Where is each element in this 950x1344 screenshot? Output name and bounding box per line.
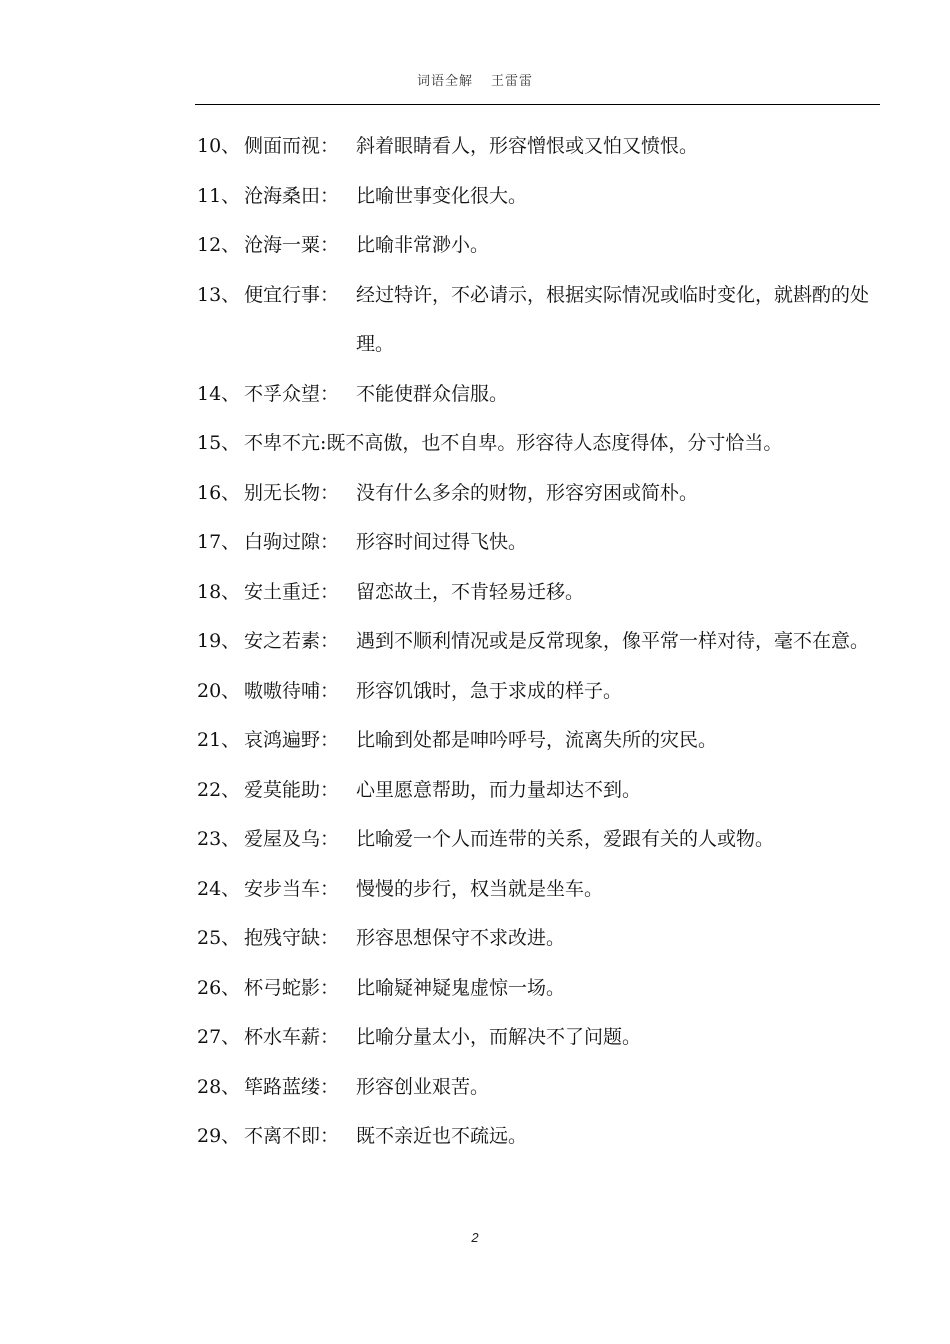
entry-definition: 比喻爱一个人而连带的关系，爱跟有关的人或物。 <box>356 828 775 850</box>
entry-definition: 斜着眼睛看人，形容憎恨或又怕又愤恨。 <box>356 135 699 157</box>
entry-term: 白驹过隙： <box>244 531 340 553</box>
entry-number: 28、 <box>197 1075 241 1098</box>
entry-item <box>197 568 887 618</box>
entry-number: 11、 <box>197 184 241 207</box>
entry-item <box>197 914 887 964</box>
entry-number: 12、 <box>197 234 241 256</box>
entry-item <box>197 419 887 469</box>
entry-item <box>197 964 887 1014</box>
entry-term: 安土重迁： <box>244 580 340 603</box>
entry-item <box>197 716 887 766</box>
entry-number: 26、 <box>197 976 241 999</box>
entry-number: 21、 <box>197 729 241 751</box>
entry-definition: 形容饥饿时，急于求成的样子。 <box>356 679 623 702</box>
entry-term: 别无长物： <box>244 481 340 504</box>
page-header <box>0 70 950 89</box>
entry-item <box>197 221 887 271</box>
entry-definition: 遇到不顺利情况或是反常现象，像平常一样对待，毫不在意。 <box>356 630 870 652</box>
entry-definition: 比喻疑神疑鬼虚惊一场。 <box>356 976 566 999</box>
entry-term: 杯水车薪： <box>244 1026 340 1048</box>
entry-definition: 比喻世事变化很大。 <box>356 184 528 207</box>
entry-definition: 形容时间过得飞快。 <box>356 531 528 553</box>
header-author: 王雷雷 <box>491 74 534 89</box>
entry-number: 18、 <box>197 580 241 603</box>
entry-term: 安之若素： <box>244 630 340 652</box>
entry-term: 哀鸿遍野： <box>244 729 340 751</box>
entry-definition: 形容创业艰苦。 <box>356 1075 490 1098</box>
entry-list <box>197 122 887 1162</box>
entry-number: 29、 <box>197 1125 241 1147</box>
entry-term: 抱残守缺： <box>244 927 340 949</box>
entry-item <box>197 1112 887 1162</box>
entry-term: 筚路蓝缕： <box>244 1075 340 1098</box>
entry-item <box>197 518 887 568</box>
entry-item <box>197 766 887 816</box>
entry-number: 17、 <box>197 531 241 553</box>
entry-item <box>197 172 887 222</box>
entry-definition: 既不亲近也不疏远。 <box>356 1125 528 1147</box>
entry-item <box>197 815 887 865</box>
entry-number: 14、 <box>197 382 241 405</box>
entry-term: 爱莫能助： <box>244 778 340 801</box>
header-title: 词语全解 <box>416 74 473 89</box>
entry-term: 便宜行事： <box>244 283 340 306</box>
entry-number: 25、 <box>197 927 241 949</box>
entry-number: 10、 <box>197 135 241 157</box>
entry-definition: 心里愿意帮助，而力量却达不到。 <box>356 778 642 801</box>
entry-number: 13、 <box>197 283 241 306</box>
entry-number: 23、 <box>197 828 241 850</box>
entry-number: 16、 <box>197 481 241 504</box>
entry-item <box>197 370 887 420</box>
entry-term: 不孚众望： <box>244 382 340 405</box>
entry-term: 不离不即： <box>244 1125 340 1147</box>
entry-item <box>197 122 887 172</box>
entry-term: 杯弓蛇影： <box>244 976 340 999</box>
entry-term: 安步当车： <box>244 877 340 900</box>
entry-item <box>197 1063 887 1113</box>
entry-number: 15、 <box>197 432 241 454</box>
page-number: 2 <box>471 1230 479 1245</box>
entry-term: 嗷嗷待哺： <box>244 679 340 702</box>
entry-item <box>197 1013 887 1063</box>
entry-term: 沧海桑田： <box>244 184 340 207</box>
header-rule <box>195 104 880 105</box>
entry-definition: 既不高傲，也不自卑。形容待人态度得体，分寸恰当。 <box>326 432 783 454</box>
entry-term: 侧面而视： <box>244 135 340 157</box>
entry-definition: 比喻分量太小，而解决不了问题。 <box>356 1026 642 1048</box>
entry-number: 24、 <box>197 877 241 900</box>
entry-term: 沧海一粟： <box>244 234 340 256</box>
entry-number: 20、 <box>197 679 241 702</box>
entry-term: 爱屋及乌： <box>244 828 340 850</box>
entry-item <box>197 271 887 370</box>
entry-item <box>197 469 887 519</box>
entry-item <box>197 865 887 915</box>
entry-definition: 形容思想保守不求改进。 <box>356 927 566 949</box>
entry-definition: 留恋故土，不肯轻易迁移。 <box>356 580 585 603</box>
entry-term: 不卑不亢: <box>244 432 327 454</box>
entry-definition: 慢慢的步行，权当就是坐车。 <box>356 877 604 900</box>
entry-number: 27、 <box>197 1026 241 1048</box>
entry-item <box>197 617 887 667</box>
entry-number: 19、 <box>197 630 241 652</box>
entry-definition: 不能使群众信服。 <box>356 382 509 405</box>
entry-definition: 比喻非常渺小。 <box>356 234 490 256</box>
entry-definition: 比喻到处都是呻吟呼号，流离失所的灾民。 <box>356 729 718 751</box>
entry-number: 22、 <box>197 778 241 801</box>
entry-definition: 经过特许，不必请示，根据实际情况或临时变化，就斟酌的处理。 <box>356 283 870 355</box>
entry-definition: 没有什么多余的财物，形容穷困或简朴。 <box>356 481 699 504</box>
entry-item <box>197 667 887 717</box>
